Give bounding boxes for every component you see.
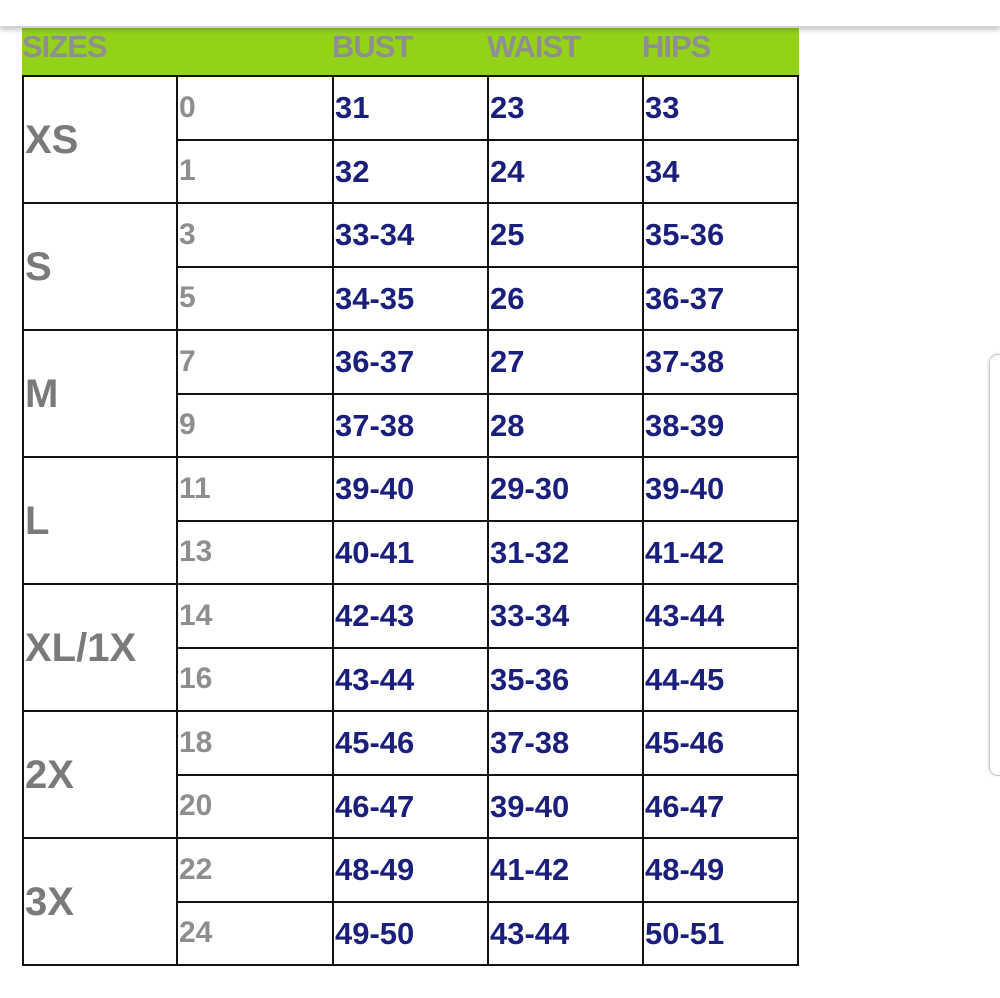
numeric-size: 1 bbox=[177, 140, 333, 204]
hips-value: 43-44 bbox=[643, 584, 798, 648]
bust-value: 48-49 bbox=[333, 838, 488, 902]
bust-value: 40-41 bbox=[333, 521, 488, 585]
bust-value: 49-50 bbox=[333, 902, 488, 966]
waist-value: 41-42 bbox=[488, 838, 643, 902]
numeric-size: 13 bbox=[177, 521, 333, 585]
bust-value: 43-44 bbox=[333, 648, 488, 712]
waist-value: 39-40 bbox=[488, 775, 643, 839]
hips-value: 34 bbox=[643, 140, 798, 204]
bust-value: 34-35 bbox=[333, 267, 488, 331]
waist-value: 28 bbox=[488, 394, 643, 458]
bust-value: 36-37 bbox=[333, 330, 488, 394]
table-row bbox=[23, 76, 798, 140]
size-label: M bbox=[23, 330, 177, 457]
numeric-size: 9 bbox=[177, 394, 333, 458]
hips-value: 44-45 bbox=[643, 648, 798, 712]
numeric-size: 16 bbox=[177, 648, 333, 712]
numeric-size: 3 bbox=[177, 203, 333, 267]
waist-value: 43-44 bbox=[488, 902, 643, 966]
top-app-bar bbox=[0, 0, 1000, 27]
size-chart-table bbox=[22, 75, 799, 966]
hips-value: 50-51 bbox=[643, 902, 798, 966]
hips-value: 33 bbox=[643, 76, 798, 140]
hips-value: 46-47 bbox=[643, 775, 798, 839]
bust-value: 42-43 bbox=[333, 584, 488, 648]
hips-value: 35-36 bbox=[643, 203, 798, 267]
edge-panel-handle[interactable] bbox=[989, 354, 1000, 776]
numeric-size: 18 bbox=[177, 711, 333, 775]
size-label: 3X bbox=[23, 838, 177, 965]
size-label: 2X bbox=[23, 711, 177, 838]
numeric-size: 7 bbox=[177, 330, 333, 394]
table-row bbox=[23, 457, 798, 521]
numeric-size: 0 bbox=[177, 76, 333, 140]
waist-value: 29-30 bbox=[488, 457, 643, 521]
numeric-size: 5 bbox=[177, 267, 333, 331]
header-hips: HIPS bbox=[642, 29, 711, 64]
waist-value: 25 bbox=[488, 203, 643, 267]
numeric-size: 22 bbox=[177, 838, 333, 902]
bust-value: 46-47 bbox=[333, 775, 488, 839]
hips-value: 38-39 bbox=[643, 394, 798, 458]
hips-value: 39-40 bbox=[643, 457, 798, 521]
hips-value: 48-49 bbox=[643, 838, 798, 902]
hips-value: 37-38 bbox=[643, 330, 798, 394]
waist-value: 27 bbox=[488, 330, 643, 394]
bust-value: 37-38 bbox=[333, 394, 488, 458]
size-label: XL/1X bbox=[23, 584, 177, 711]
waist-value: 23 bbox=[488, 76, 643, 140]
bust-value: 45-46 bbox=[333, 711, 488, 775]
numeric-size: 24 bbox=[177, 902, 333, 966]
bust-value: 31 bbox=[333, 76, 488, 140]
waist-value: 37-38 bbox=[488, 711, 643, 775]
waist-value: 26 bbox=[488, 267, 643, 331]
table-row bbox=[23, 838, 798, 902]
numeric-size: 11 bbox=[177, 457, 333, 521]
waist-value: 24 bbox=[488, 140, 643, 204]
bust-value: 33-34 bbox=[333, 203, 488, 267]
numeric-size: 14 bbox=[177, 584, 333, 648]
size-label: XS bbox=[23, 76, 177, 203]
hips-value: 45-46 bbox=[643, 711, 798, 775]
table-row bbox=[23, 711, 798, 775]
table-row bbox=[23, 330, 798, 394]
size-label: L bbox=[23, 457, 177, 584]
waist-value: 31-32 bbox=[488, 521, 643, 585]
table-row bbox=[23, 584, 798, 648]
size-label: S bbox=[23, 203, 177, 330]
header-sizes: SIZES bbox=[22, 29, 107, 64]
hips-value: 36-37 bbox=[643, 267, 798, 331]
numeric-size: 20 bbox=[177, 775, 333, 839]
waist-value: 35-36 bbox=[488, 648, 643, 712]
waist-value: 33-34 bbox=[488, 584, 643, 648]
hips-value: 41-42 bbox=[643, 521, 798, 585]
size-chart-header bbox=[22, 28, 799, 75]
bust-value: 39-40 bbox=[333, 457, 488, 521]
header-bust: BUST bbox=[332, 29, 413, 64]
table-row bbox=[23, 203, 798, 267]
header-waist: WAIST bbox=[487, 29, 581, 64]
bust-value: 32 bbox=[333, 140, 488, 204]
